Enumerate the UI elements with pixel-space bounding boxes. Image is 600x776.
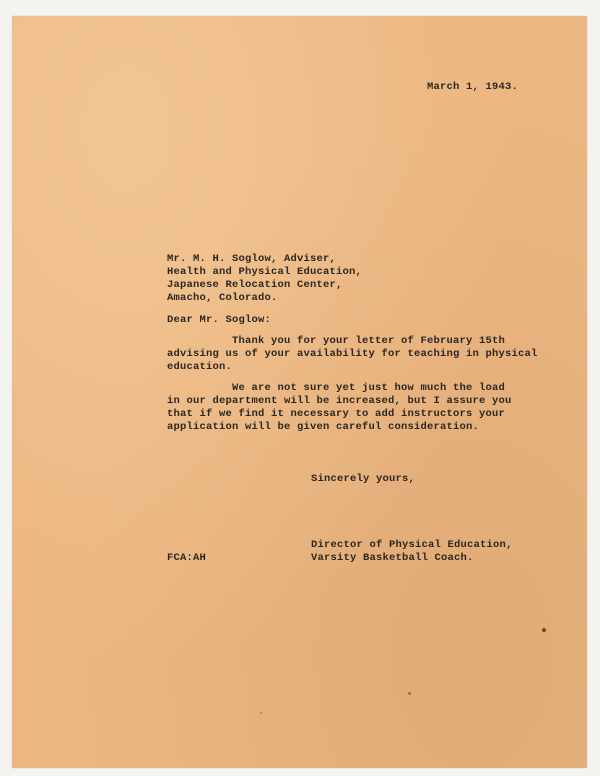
- body-line: application will be given careful consideration.: [167, 421, 480, 433]
- body-line: that if we find it necessary to add instructors your: [167, 408, 506, 420]
- letter-page: [12, 16, 587, 768]
- paper-speck: [260, 712, 262, 714]
- paper-speck: [408, 692, 411, 695]
- letter-date: March 1, 1943.: [427, 81, 519, 93]
- address-line: Amacho, Colorado.: [167, 292, 278, 304]
- salutation: Dear Mr. Soglow:: [167, 314, 272, 326]
- paper-speck: [542, 628, 546, 632]
- address-line: Mr. M. H. Soglow, Adviser,: [167, 253, 337, 265]
- body-line: education.: [167, 361, 233, 373]
- body-line: We are not sure yet just how much the load: [167, 382, 506, 394]
- address-line: Japanese Relocation Center,: [167, 279, 343, 291]
- signature-title-line: Director of Physical Education,: [311, 539, 513, 551]
- body-line: advising us of your availability for teaching in physical: [167, 348, 538, 360]
- body-line: in our department will be increased, but I assure you: [167, 395, 512, 407]
- complimentary-close: Sincerely yours,: [311, 473, 416, 485]
- address-line: Health and Physical Education,: [167, 266, 363, 278]
- typist-initials: FCA:AH: [167, 552, 207, 564]
- signature-title-line: Varsity Basketball Coach.: [311, 552, 474, 564]
- body-line: Thank you for your letter of February 15th: [167, 335, 506, 347]
